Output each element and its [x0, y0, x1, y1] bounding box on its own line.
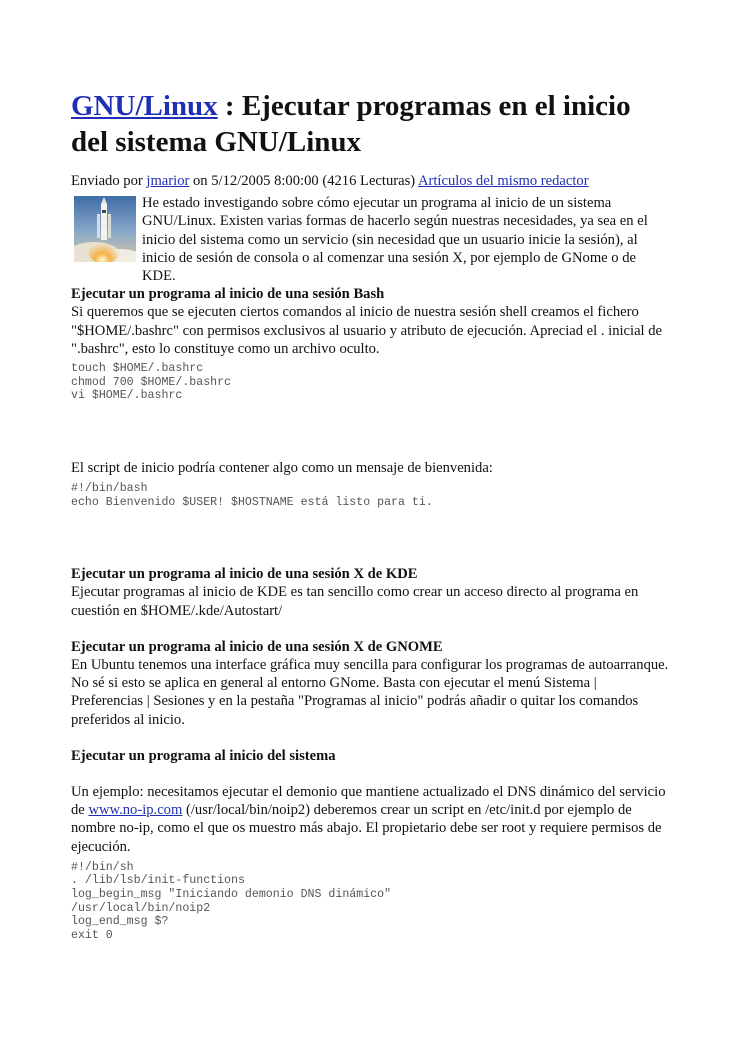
- author-link[interactable]: jmarior: [146, 173, 190, 189]
- meta-date: on 5/12/2005 8:00:00 (4216 Lecturas): [189, 173, 418, 189]
- section-heading-system: Ejecutar un programa al inicio del sistema: [71, 747, 336, 764]
- category-link[interactable]: GNU/Linux: [71, 90, 218, 122]
- code-block-bashrc: touch $HOME/.bashrc chmod 700 $HOME/.bashrc vi $HOME/.bashrc: [71, 362, 232, 403]
- system-text-after: (/usr/local/bin/noip2) deberemos crear un script en /etc/init.d por ejemplo de nombre no-ip, como el que os muestro más abajo. El propietario debe ser root y requiere permisos de ejecución.: [71, 802, 662, 855]
- article-meta: [71, 172, 671, 190]
- code-block-init-script: #!/bin/sh . /lib/lsb/init-functions log_begin_msg "Iniciando demonio DNS dinámico" /usr/local/bin/noip2 log_end_msg $? exit 0: [71, 860, 392, 942]
- section-heading-kde: Ejecutar un programa al inicio de una sesión X de KDE: [71, 566, 418, 583]
- title-text: : Ejecutar programas en el inicio del sistema GNU/Linux: [71, 90, 631, 158]
- related-articles-link[interactable]: Artículos del mismo redactor: [417, 173, 589, 189]
- page-title: [71, 88, 671, 160]
- bash-text: Si queremos que se ejecuten ciertos comandos al inicio de nuestra sesión shell creamos el fichero "$HOME/.bashrc" con permisos exclusivos al usuario y atributo de ejecución. Apreciad el . inicial de ".bashrc", esto lo constituye como un archivo oculto.: [71, 304, 663, 357]
- article: [71, 88, 671, 942]
- bash-text-2: El script de inicio podría contener algo como un mensaje de bienvenida:: [71, 459, 493, 476]
- system-text-before: Un ejemplo: necesitamos ejecutar el demonio que mantiene actualizado el DNS dinámico del servicio de: [71, 784, 666, 819]
- meta-prefix: Enviado por: [71, 173, 147, 189]
- section-heading-bash: Ejecutar un programa al inicio de una sesión Bash: [71, 286, 385, 303]
- system-text: [71, 783, 671, 856]
- rocket-launch-image: [74, 196, 136, 262]
- no-ip-link[interactable]: www.no-ip.com: [88, 802, 183, 819]
- code-block-welcome: #!/bin/bash echo Bienvenido $USER! $HOSTNAME está listo para ti.: [71, 482, 433, 509]
- intro-block: [71, 194, 671, 285]
- kde-text: Ejecutar programas al inicio de KDE es tan sencillo como crear un acceso directo al programa en cuestión en $HOME/.kde/Autostart/: [71, 584, 639, 619]
- gnome-text: En Ubuntu tenemos una interface gráfica muy sencilla para configurar los programas de autoarranque. No sé si esto se aplica en general al entorno GNome. Basta con ejecutar el menú Sistema | Preferencias | Sesiones y en la pestaña "Programas al inicio" podrás añadir o quitar los comandos preferidos al inicio.: [71, 657, 669, 728]
- intro-text: He estado investigando sobre cómo ejecutar un programa al inicio de un sistema GNU/Linux. Existen varias formas de hacerlo según nuestras necesidades, ya sea en el inicio del sistema como un servicio (sin necesidad que un usuario inicie la sesión), al inicio de sesión de consola o al comenzar una sesión X, por ejemplo de GNome o de KDE.: [142, 195, 648, 285]
- section-heading-gnome: Ejecutar un programa al inicio de una sesión X de GNOME: [71, 638, 443, 655]
